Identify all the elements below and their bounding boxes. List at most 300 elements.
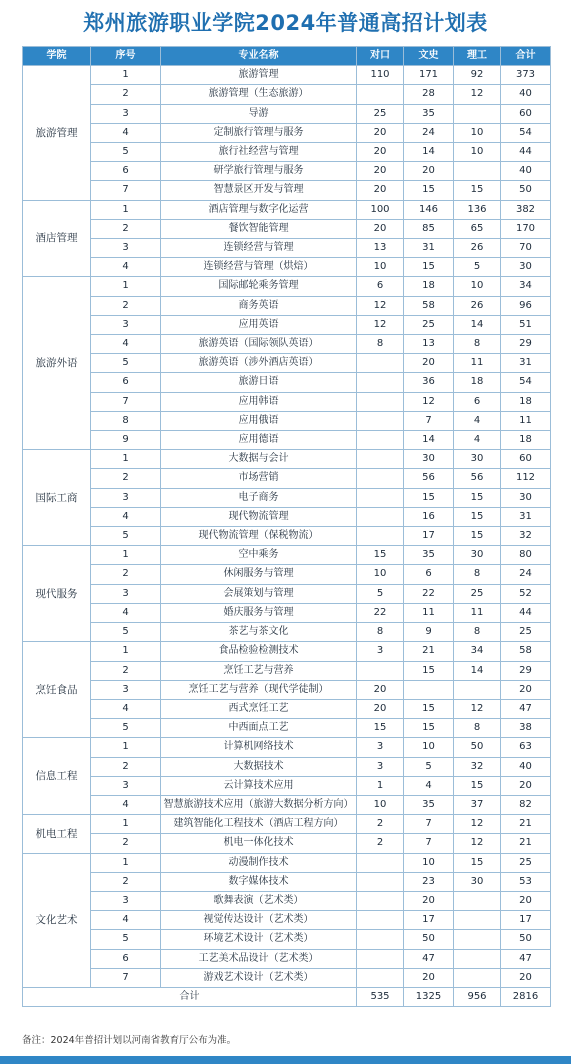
table-row bbox=[23, 296, 551, 315]
major-name: 动漫制作技术 bbox=[161, 853, 357, 872]
college-name: 现代服务 bbox=[23, 546, 91, 642]
duikou-count: 12 bbox=[357, 296, 404, 315]
ligong-count: 15 bbox=[454, 853, 501, 872]
ligong-count: 4 bbox=[454, 431, 501, 450]
row-total: 20 bbox=[501, 776, 551, 795]
row-index: 1 bbox=[91, 450, 161, 469]
row-total: 70 bbox=[501, 239, 551, 258]
row-index: 3 bbox=[91, 104, 161, 123]
major-name: 机电一体化技术 bbox=[161, 834, 357, 853]
major-name: 食品检验检测技术 bbox=[161, 642, 357, 661]
wenshi-count: 31 bbox=[404, 239, 454, 258]
duikou-count bbox=[357, 949, 404, 968]
wenshi-count: 24 bbox=[404, 123, 454, 142]
wenshi-count: 10 bbox=[404, 853, 454, 872]
table-row bbox=[23, 315, 551, 334]
row-index: 4 bbox=[91, 507, 161, 526]
wenshi-count: 35 bbox=[404, 795, 454, 814]
row-index: 9 bbox=[91, 431, 161, 450]
duikou-count bbox=[357, 431, 404, 450]
duikou-count bbox=[357, 488, 404, 507]
ligong-count: 10 bbox=[454, 123, 501, 142]
wenshi-count: 15 bbox=[404, 719, 454, 738]
major-name: 烹饪工艺与营养 bbox=[161, 661, 357, 680]
ligong-count: 26 bbox=[454, 296, 501, 315]
ligong-count: 50 bbox=[454, 738, 501, 757]
major-name: 云计算技术应用 bbox=[161, 776, 357, 795]
row-total: 112 bbox=[501, 469, 551, 488]
table-row bbox=[23, 335, 551, 354]
row-index: 5 bbox=[91, 623, 161, 642]
duikou-count: 2 bbox=[357, 834, 404, 853]
college-name: 酒店管理 bbox=[23, 200, 91, 277]
row-total: 29 bbox=[501, 335, 551, 354]
wenshi-count: 171 bbox=[404, 66, 454, 85]
table-row bbox=[23, 815, 551, 834]
row-index: 3 bbox=[91, 680, 161, 699]
ligong-count: 92 bbox=[454, 66, 501, 85]
row-index: 1 bbox=[91, 815, 161, 834]
major-name: 数字媒体技术 bbox=[161, 872, 357, 891]
table-row bbox=[23, 431, 551, 450]
header-college: 学院 bbox=[23, 47, 91, 66]
table-row bbox=[23, 949, 551, 968]
table-row bbox=[23, 642, 551, 661]
row-total: 18 bbox=[501, 392, 551, 411]
row-total: 29 bbox=[501, 661, 551, 680]
row-total: 82 bbox=[501, 795, 551, 814]
wenshi-count: 9 bbox=[404, 623, 454, 642]
total-wenshi: 1325 bbox=[404, 987, 454, 1006]
table-row bbox=[23, 834, 551, 853]
table-row bbox=[23, 123, 551, 142]
duikou-count bbox=[357, 411, 404, 430]
major-name: 现代物流管理 bbox=[161, 507, 357, 526]
total-duikou: 535 bbox=[357, 987, 404, 1006]
row-total: 40 bbox=[501, 757, 551, 776]
duikou-count: 10 bbox=[357, 795, 404, 814]
major-name: 婚庆服务与管理 bbox=[161, 603, 357, 622]
table-row bbox=[23, 219, 551, 238]
row-total: 40 bbox=[501, 162, 551, 181]
ligong-count: 15 bbox=[454, 776, 501, 795]
row-index: 3 bbox=[91, 239, 161, 258]
total-row bbox=[23, 987, 551, 1006]
ligong-count: 6 bbox=[454, 392, 501, 411]
major-name: 智慧旅游技术应用（旅游大数据分析方向） bbox=[161, 795, 357, 814]
header-major: 专业名称 bbox=[161, 47, 357, 66]
wenshi-count: 16 bbox=[404, 507, 454, 526]
major-name: 连锁经营与管理 bbox=[161, 239, 357, 258]
ligong-count: 10 bbox=[454, 143, 501, 162]
row-index: 2 bbox=[91, 872, 161, 891]
row-index: 7 bbox=[91, 392, 161, 411]
major-name: 旅游英语（涉外酒店英语） bbox=[161, 354, 357, 373]
table-row bbox=[23, 143, 551, 162]
row-total: 32 bbox=[501, 527, 551, 546]
duikou-count: 22 bbox=[357, 603, 404, 622]
ligong-count: 14 bbox=[454, 661, 501, 680]
ligong-count: 12 bbox=[454, 699, 501, 718]
ligong-count: 4 bbox=[454, 411, 501, 430]
table-row bbox=[23, 104, 551, 123]
ligong-count: 15 bbox=[454, 527, 501, 546]
row-index: 2 bbox=[91, 757, 161, 776]
wenshi-count: 7 bbox=[404, 834, 454, 853]
major-name: 国际邮轮乘务管理 bbox=[161, 277, 357, 296]
table-row bbox=[23, 546, 551, 565]
ligong-count: 15 bbox=[454, 507, 501, 526]
total-ligong: 956 bbox=[454, 987, 501, 1006]
ligong-count: 12 bbox=[454, 834, 501, 853]
row-total: 17 bbox=[501, 911, 551, 930]
duikou-count: 8 bbox=[357, 623, 404, 642]
duikou-count: 20 bbox=[357, 680, 404, 699]
wenshi-count: 28 bbox=[404, 85, 454, 104]
row-total: 21 bbox=[501, 815, 551, 834]
table-row bbox=[23, 930, 551, 949]
major-name: 商务英语 bbox=[161, 296, 357, 315]
row-index: 4 bbox=[91, 335, 161, 354]
duikou-count bbox=[357, 853, 404, 872]
row-total: 170 bbox=[501, 219, 551, 238]
row-total: 50 bbox=[501, 930, 551, 949]
duikou-count: 12 bbox=[357, 315, 404, 334]
wenshi-count: 20 bbox=[404, 162, 454, 181]
wenshi-count bbox=[404, 680, 454, 699]
table-row bbox=[23, 507, 551, 526]
ligong-count: 30 bbox=[454, 450, 501, 469]
duikou-count: 20 bbox=[357, 699, 404, 718]
row-index: 5 bbox=[91, 354, 161, 373]
row-index: 4 bbox=[91, 258, 161, 277]
major-name: 连锁经营与管理（烘焙） bbox=[161, 258, 357, 277]
row-total: 30 bbox=[501, 488, 551, 507]
row-index: 5 bbox=[91, 143, 161, 162]
table-row bbox=[23, 853, 551, 872]
wenshi-count: 20 bbox=[404, 354, 454, 373]
major-name: 应用德语 bbox=[161, 431, 357, 450]
major-name: 旅行社经营与管理 bbox=[161, 143, 357, 162]
row-total: 58 bbox=[501, 642, 551, 661]
row-index: 7 bbox=[91, 968, 161, 987]
table-row bbox=[23, 354, 551, 373]
row-total: 18 bbox=[501, 431, 551, 450]
row-index: 1 bbox=[91, 66, 161, 85]
major-name: 旅游管理（生态旅游） bbox=[161, 85, 357, 104]
major-name: 工艺美术品设计（艺术类） bbox=[161, 949, 357, 968]
wenshi-count: 25 bbox=[404, 315, 454, 334]
ligong-count: 26 bbox=[454, 239, 501, 258]
row-total: 34 bbox=[501, 277, 551, 296]
row-index: 2 bbox=[91, 469, 161, 488]
ligong-count: 18 bbox=[454, 373, 501, 392]
duikou-count: 1 bbox=[357, 776, 404, 795]
major-name: 中西面点工艺 bbox=[161, 719, 357, 738]
table-row bbox=[23, 719, 551, 738]
major-name: 休闲服务与管理 bbox=[161, 565, 357, 584]
wenshi-count: 15 bbox=[404, 258, 454, 277]
duikou-count: 20 bbox=[357, 162, 404, 181]
duikou-count bbox=[357, 930, 404, 949]
major-name: 旅游日语 bbox=[161, 373, 357, 392]
ligong-count: 15 bbox=[454, 488, 501, 507]
major-name: 酒店管理与数字化运营 bbox=[161, 200, 357, 219]
row-total: 51 bbox=[501, 315, 551, 334]
college-name: 信息工程 bbox=[23, 738, 91, 815]
table-row bbox=[23, 258, 551, 277]
table-row bbox=[23, 757, 551, 776]
table-row bbox=[23, 411, 551, 430]
row-index: 6 bbox=[91, 949, 161, 968]
row-index: 4 bbox=[91, 603, 161, 622]
row-index: 6 bbox=[91, 162, 161, 181]
row-index: 3 bbox=[91, 584, 161, 603]
page-title: 郑州旅游职业学院2024年普通高招计划表 bbox=[83, 11, 488, 35]
row-total: 382 bbox=[501, 200, 551, 219]
major-name: 烹饪工艺与营养（现代学徒制） bbox=[161, 680, 357, 699]
ligong-count: 15 bbox=[454, 181, 501, 200]
ligong-count bbox=[454, 680, 501, 699]
row-index: 4 bbox=[91, 795, 161, 814]
table-row bbox=[23, 872, 551, 891]
ligong-count: 8 bbox=[454, 719, 501, 738]
major-name: 视觉传达设计（艺术类） bbox=[161, 911, 357, 930]
table-row bbox=[23, 85, 551, 104]
ligong-count: 8 bbox=[454, 565, 501, 584]
ligong-count: 8 bbox=[454, 623, 501, 642]
bottom-bar bbox=[0, 1056, 571, 1064]
major-name: 西式烹饪工艺 bbox=[161, 699, 357, 718]
duikou-count: 2 bbox=[357, 815, 404, 834]
table-row bbox=[23, 738, 551, 757]
row-total: 20 bbox=[501, 968, 551, 987]
row-total: 60 bbox=[501, 450, 551, 469]
duikou-count bbox=[357, 85, 404, 104]
duikou-count: 10 bbox=[357, 258, 404, 277]
duikou-count: 25 bbox=[357, 104, 404, 123]
row-total: 63 bbox=[501, 738, 551, 757]
ligong-count bbox=[454, 930, 501, 949]
duikou-count bbox=[357, 354, 404, 373]
row-total: 21 bbox=[501, 834, 551, 853]
duikou-count: 5 bbox=[357, 584, 404, 603]
table-row bbox=[23, 603, 551, 622]
major-name: 智慧景区开发与管理 bbox=[161, 181, 357, 200]
table-header-row bbox=[23, 47, 551, 66]
table-row bbox=[23, 776, 551, 795]
header-total: 合计 bbox=[501, 47, 551, 66]
row-index: 1 bbox=[91, 642, 161, 661]
major-name: 研学旅行管理与服务 bbox=[161, 162, 357, 181]
ligong-count: 136 bbox=[454, 200, 501, 219]
total-heji: 2816 bbox=[501, 987, 551, 1006]
ligong-count: 25 bbox=[454, 584, 501, 603]
wenshi-count: 14 bbox=[404, 431, 454, 450]
wenshi-count: 6 bbox=[404, 565, 454, 584]
college-name: 烹饪食品 bbox=[23, 642, 91, 738]
row-index: 4 bbox=[91, 699, 161, 718]
table-row bbox=[23, 181, 551, 200]
major-name: 应用韩语 bbox=[161, 392, 357, 411]
total-label: 合计 bbox=[23, 987, 357, 1006]
duikou-count: 20 bbox=[357, 181, 404, 200]
table-row bbox=[23, 527, 551, 546]
row-index: 2 bbox=[91, 219, 161, 238]
major-name: 空中乘务 bbox=[161, 546, 357, 565]
row-total: 31 bbox=[501, 507, 551, 526]
row-index: 1 bbox=[91, 853, 161, 872]
row-index: 3 bbox=[91, 776, 161, 795]
wenshi-count: 7 bbox=[404, 815, 454, 834]
row-index: 5 bbox=[91, 719, 161, 738]
row-total: 20 bbox=[501, 891, 551, 910]
wenshi-count: 4 bbox=[404, 776, 454, 795]
duikou-count: 3 bbox=[357, 642, 404, 661]
duikou-count bbox=[357, 373, 404, 392]
row-index: 5 bbox=[91, 930, 161, 949]
row-index: 3 bbox=[91, 488, 161, 507]
table-row bbox=[23, 661, 551, 680]
row-total: 25 bbox=[501, 623, 551, 642]
footnote: 备注：2024年普招计划以河南省教育厅公布为准。 bbox=[22, 1035, 237, 1046]
wenshi-count: 21 bbox=[404, 642, 454, 661]
table-row bbox=[23, 699, 551, 718]
row-total: 30 bbox=[501, 258, 551, 277]
ligong-count: 12 bbox=[454, 85, 501, 104]
table-row bbox=[23, 277, 551, 296]
major-name: 大数据与会计 bbox=[161, 450, 357, 469]
duikou-count: 15 bbox=[357, 719, 404, 738]
row-total: 38 bbox=[501, 719, 551, 738]
duikou-count bbox=[357, 872, 404, 891]
row-index: 6 bbox=[91, 373, 161, 392]
wenshi-count: 15 bbox=[404, 181, 454, 200]
wenshi-count: 50 bbox=[404, 930, 454, 949]
row-index: 8 bbox=[91, 411, 161, 430]
table-row bbox=[23, 200, 551, 219]
major-name: 大数据技术 bbox=[161, 757, 357, 776]
major-name: 计算机网络技术 bbox=[161, 738, 357, 757]
major-name: 市场营销 bbox=[161, 469, 357, 488]
row-index: 1 bbox=[91, 277, 161, 296]
row-index: 1 bbox=[91, 738, 161, 757]
wenshi-count: 35 bbox=[404, 546, 454, 565]
wenshi-count: 15 bbox=[404, 661, 454, 680]
college-name: 机电工程 bbox=[23, 815, 91, 853]
wenshi-count: 23 bbox=[404, 872, 454, 891]
row-index: 2 bbox=[91, 296, 161, 315]
row-index: 3 bbox=[91, 315, 161, 334]
row-total: 25 bbox=[501, 853, 551, 872]
ligong-count bbox=[454, 911, 501, 930]
wenshi-count: 47 bbox=[404, 949, 454, 968]
row-index: 3 bbox=[91, 891, 161, 910]
table-body bbox=[23, 66, 551, 988]
ligong-count: 30 bbox=[454, 872, 501, 891]
wenshi-count: 35 bbox=[404, 104, 454, 123]
row-index: 2 bbox=[91, 834, 161, 853]
wenshi-count: 85 bbox=[404, 219, 454, 238]
wenshi-count: 11 bbox=[404, 603, 454, 622]
duikou-count: 3 bbox=[357, 738, 404, 757]
duikou-count: 100 bbox=[357, 200, 404, 219]
wenshi-count: 15 bbox=[404, 699, 454, 718]
row-index: 4 bbox=[91, 123, 161, 142]
row-index: 4 bbox=[91, 911, 161, 930]
ligong-count: 8 bbox=[454, 335, 501, 354]
college-name: 文化艺术 bbox=[23, 853, 91, 987]
row-index: 7 bbox=[91, 181, 161, 200]
table-row bbox=[23, 565, 551, 584]
wenshi-count: 58 bbox=[404, 296, 454, 315]
ligong-count: 56 bbox=[454, 469, 501, 488]
major-name: 游戏艺术设计（艺术类） bbox=[161, 968, 357, 987]
ligong-count bbox=[454, 968, 501, 987]
header-duikou: 对口 bbox=[357, 47, 404, 66]
table-row bbox=[23, 450, 551, 469]
duikou-count bbox=[357, 507, 404, 526]
row-total: 44 bbox=[501, 143, 551, 162]
major-name: 现代物流管理（保税物流） bbox=[161, 527, 357, 546]
table-row bbox=[23, 680, 551, 699]
row-total: 53 bbox=[501, 872, 551, 891]
table-row bbox=[23, 239, 551, 258]
table-row bbox=[23, 66, 551, 85]
duikou-count: 13 bbox=[357, 239, 404, 258]
duikou-count: 10 bbox=[357, 565, 404, 584]
row-total: 373 bbox=[501, 66, 551, 85]
major-name: 应用俄语 bbox=[161, 411, 357, 430]
table-row bbox=[23, 911, 551, 930]
wenshi-count: 14 bbox=[404, 143, 454, 162]
wenshi-count: 13 bbox=[404, 335, 454, 354]
table-row bbox=[23, 373, 551, 392]
major-name: 定制旅行管理与服务 bbox=[161, 123, 357, 142]
ligong-count bbox=[454, 891, 501, 910]
duikou-count: 3 bbox=[357, 757, 404, 776]
table-row bbox=[23, 584, 551, 603]
duikou-count: 20 bbox=[357, 123, 404, 142]
major-name: 旅游英语（国际领队英语） bbox=[161, 335, 357, 354]
table-row bbox=[23, 488, 551, 507]
row-total: 54 bbox=[501, 373, 551, 392]
row-total: 20 bbox=[501, 680, 551, 699]
major-name: 电子商务 bbox=[161, 488, 357, 507]
table-row bbox=[23, 968, 551, 987]
wenshi-count: 30 bbox=[404, 450, 454, 469]
major-name: 会展策划与管理 bbox=[161, 584, 357, 603]
major-name: 旅游管理 bbox=[161, 66, 357, 85]
wenshi-count: 36 bbox=[404, 373, 454, 392]
major-name: 导游 bbox=[161, 104, 357, 123]
wenshi-count: 146 bbox=[404, 200, 454, 219]
wenshi-count: 7 bbox=[404, 411, 454, 430]
row-total: 60 bbox=[501, 104, 551, 123]
row-total: 44 bbox=[501, 603, 551, 622]
row-total: 52 bbox=[501, 584, 551, 603]
duikou-count bbox=[357, 392, 404, 411]
wenshi-count: 20 bbox=[404, 891, 454, 910]
table-row bbox=[23, 795, 551, 814]
duikou-count bbox=[357, 469, 404, 488]
ligong-count: 11 bbox=[454, 354, 501, 373]
ligong-count: 11 bbox=[454, 603, 501, 622]
major-name: 环境艺术设计（艺术类） bbox=[161, 930, 357, 949]
wenshi-count: 56 bbox=[404, 469, 454, 488]
row-total: 40 bbox=[501, 85, 551, 104]
row-total: 24 bbox=[501, 565, 551, 584]
